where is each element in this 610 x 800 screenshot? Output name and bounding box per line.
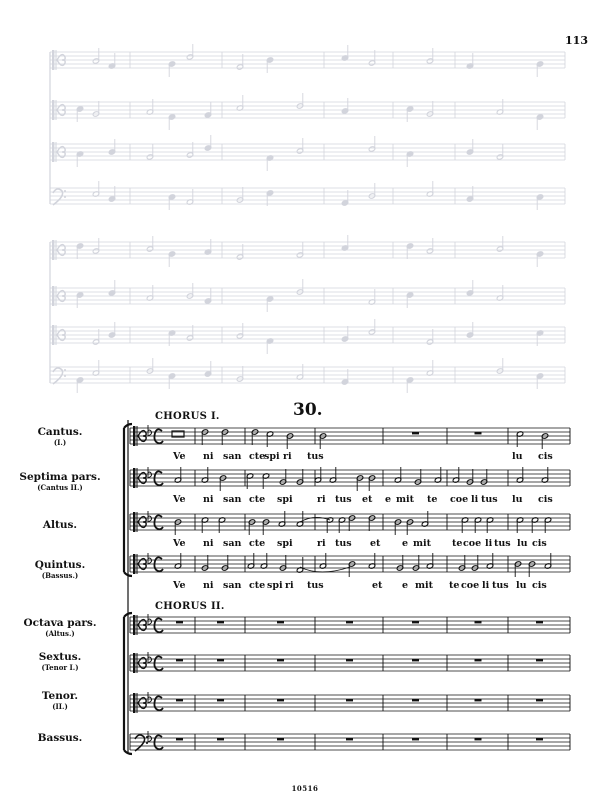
lyric-syllable: e bbox=[402, 580, 409, 591]
lyric-syllable: cte bbox=[249, 580, 266, 591]
lyric-syllable: coe bbox=[450, 494, 469, 505]
bass-clef-icon bbox=[64, 196, 66, 198]
whole-rest-icon bbox=[277, 659, 284, 661]
lyric-syllable: ri bbox=[317, 494, 326, 505]
whole-rest-icon bbox=[536, 699, 543, 701]
footer-plate-number: 10516 bbox=[291, 784, 319, 793]
instrument-name-bassus: Bassus. bbox=[37, 732, 83, 744]
lyric-syllable: tus bbox=[335, 538, 352, 549]
lyric-syllable: ri bbox=[317, 538, 326, 549]
flat-icon bbox=[148, 731, 152, 742]
instrument-name-octava: Octava pars. (Altus.) bbox=[23, 617, 97, 638]
instrument-name-quintus: Quintus. (Bassus.) bbox=[34, 559, 86, 580]
lyric-syllable: mit bbox=[396, 494, 415, 505]
lyric-syllable: san bbox=[223, 538, 242, 549]
lyric-syllable: tus bbox=[494, 538, 511, 549]
lyric-syllable: et bbox=[370, 538, 381, 549]
whole-rest-icon bbox=[475, 699, 482, 701]
lyric-syllable: li bbox=[471, 494, 479, 505]
lyric-syllable: cis bbox=[532, 538, 547, 549]
lyric-syllable: et bbox=[362, 494, 373, 505]
whole-rest-icon bbox=[176, 621, 183, 623]
lyric-syllable: san bbox=[223, 451, 242, 462]
c-clef-icon bbox=[137, 693, 138, 713]
flat-icon bbox=[148, 692, 152, 703]
lyric-syllable: cis bbox=[538, 451, 553, 462]
whole-rest-icon bbox=[412, 659, 419, 661]
whole-rest-icon bbox=[277, 738, 284, 740]
lyric-syllable: coe bbox=[461, 580, 480, 591]
c-clef-icon bbox=[56, 240, 57, 260]
lyric-syllable: lu bbox=[512, 494, 523, 505]
c-clef-icon bbox=[52, 286, 54, 306]
whole-rest-icon bbox=[176, 659, 183, 661]
c-clef-icon bbox=[52, 325, 54, 345]
lyric-syllable: ri bbox=[283, 451, 292, 462]
lyric-syllable: cte bbox=[249, 451, 266, 462]
instrument-name-altus: Altus. bbox=[42, 519, 78, 531]
lyric-syllable: mit bbox=[413, 538, 432, 549]
c-clef-icon bbox=[133, 653, 135, 673]
whole-rest-icon bbox=[536, 621, 543, 623]
whole-rest-icon bbox=[217, 659, 224, 661]
whole-rest-icon bbox=[536, 738, 543, 740]
lyric-syllable: spi bbox=[267, 580, 283, 591]
c-clef-icon bbox=[52, 100, 54, 120]
instrument-name-septima: Septima pars. (Cantus II.) bbox=[19, 471, 101, 492]
chorus-label-two: CHORUS II. bbox=[155, 601, 225, 612]
whole-rest-icon bbox=[412, 621, 419, 623]
lyric-syllable: ni bbox=[203, 580, 214, 591]
whole-rest-icon bbox=[346, 659, 353, 661]
c-clef-icon bbox=[52, 240, 54, 260]
lyric-syllable: ri bbox=[285, 580, 294, 591]
bass-clef-icon bbox=[64, 369, 66, 371]
c-clef-icon bbox=[137, 653, 138, 673]
c-clef-icon bbox=[137, 512, 138, 532]
flat-icon bbox=[148, 511, 152, 522]
lyric-syllable: cis bbox=[532, 580, 547, 591]
c-clef-icon bbox=[56, 325, 57, 345]
c-clef-icon bbox=[133, 615, 135, 635]
lyric-syllable: lu bbox=[517, 538, 528, 549]
chorus-label-one: CHORUS I. bbox=[155, 411, 220, 422]
lyric-syllable: lu bbox=[516, 580, 527, 591]
rehearsal-mark: 30. bbox=[293, 400, 323, 420]
c-clef-icon bbox=[133, 693, 135, 713]
lyric-syllable: san bbox=[223, 494, 242, 505]
whole-rest-icon bbox=[475, 432, 482, 434]
lyric-syllable: cis bbox=[538, 494, 553, 505]
whole-rest-icon bbox=[536, 659, 543, 661]
whole-rest-icon bbox=[176, 699, 183, 701]
whole-rest-icon bbox=[217, 699, 224, 701]
whole-rest-icon bbox=[475, 659, 482, 661]
c-clef-icon bbox=[137, 426, 138, 446]
lyric-syllable: Ve bbox=[173, 538, 186, 549]
whole-rest-icon bbox=[217, 621, 224, 623]
bass-clef-icon bbox=[135, 735, 145, 751]
lyric-syllable: li bbox=[482, 580, 490, 591]
lyric-syllable: ni bbox=[203, 538, 214, 549]
flat-icon bbox=[148, 614, 152, 625]
whole-rest-icon bbox=[346, 738, 353, 740]
flat-icon bbox=[148, 425, 152, 436]
lyric-syllable: tus bbox=[307, 580, 324, 591]
bass-clef-icon bbox=[64, 190, 66, 192]
faded-previous-system bbox=[50, 44, 565, 393]
c-clef-icon bbox=[133, 468, 135, 488]
lyric-syllable: spi bbox=[264, 451, 280, 462]
lyric-syllable: coe bbox=[463, 538, 482, 549]
lyric-syllable: te bbox=[427, 494, 438, 505]
lyric-syllable: e bbox=[402, 538, 409, 549]
lyric-syllable: tus bbox=[492, 580, 509, 591]
page-number: 113 bbox=[565, 34, 588, 47]
lyric-syllable: lu bbox=[512, 451, 523, 462]
lyric-syllable: spi bbox=[277, 538, 293, 549]
whole-rest-icon bbox=[412, 699, 419, 701]
bass-clef-icon bbox=[64, 375, 66, 377]
c-clef-icon bbox=[137, 615, 138, 635]
whole-rest-icon bbox=[412, 432, 419, 434]
flat-icon bbox=[148, 553, 152, 564]
lyric-syllable: tus bbox=[307, 451, 324, 462]
c-clef-icon bbox=[52, 50, 54, 70]
lyric-syllable: li bbox=[485, 538, 493, 549]
c-clef-icon bbox=[137, 554, 138, 574]
c-clef-icon bbox=[133, 512, 135, 532]
whole-rest-icon bbox=[412, 738, 419, 740]
c-clef-icon bbox=[56, 50, 57, 70]
c-clef-icon bbox=[133, 426, 135, 446]
whole-rest-icon bbox=[346, 699, 353, 701]
bass-clef-icon bbox=[53, 368, 63, 384]
lyric-syllable: cte bbox=[249, 494, 266, 505]
c-clef-icon bbox=[56, 100, 57, 120]
instrument-name-tenor: Tenor. (II.) bbox=[41, 690, 79, 711]
c-clef-icon bbox=[133, 554, 135, 574]
lyric-syllable: mit bbox=[415, 580, 434, 591]
flat-icon bbox=[148, 652, 152, 663]
whole-rest-icon bbox=[475, 621, 482, 623]
instrument-name-cantus: Cantus. (I.) bbox=[37, 426, 83, 447]
lyric-syllable: ni bbox=[203, 494, 214, 505]
lyric-syllable: san bbox=[223, 580, 242, 591]
c-clef-icon bbox=[52, 142, 54, 162]
lyric-syllable: spi bbox=[277, 494, 293, 505]
c-clef-icon bbox=[137, 468, 138, 488]
c-clef-icon bbox=[56, 142, 57, 162]
whole-rest-icon bbox=[217, 738, 224, 740]
lyric-syllable: tus bbox=[481, 494, 498, 505]
c-clef-icon bbox=[56, 286, 57, 306]
lyric-syllable: te bbox=[449, 580, 460, 591]
whole-rest-icon bbox=[176, 738, 183, 740]
lyric-syllable: ni bbox=[203, 451, 214, 462]
lyric-syllable: Ve bbox=[173, 451, 186, 462]
lyric-syllable: Ve bbox=[173, 494, 186, 505]
lyric-syllable: te bbox=[452, 538, 463, 549]
whole-rest-icon bbox=[475, 738, 482, 740]
lyric-syllable: tus bbox=[335, 494, 352, 505]
whole-rest-icon bbox=[277, 621, 284, 623]
lyric-syllable: et bbox=[372, 580, 383, 591]
instrument-name-sextus: Sextus. (Tenor I.) bbox=[38, 651, 82, 672]
flat-icon bbox=[148, 467, 152, 478]
whole-rest-icon bbox=[346, 621, 353, 623]
lyric-syllable: e bbox=[385, 494, 392, 505]
lyric-syllable: cte bbox=[249, 538, 266, 549]
whole-rest-icon bbox=[277, 699, 284, 701]
bass-clef-icon bbox=[53, 189, 63, 205]
lyric-syllable: Ve bbox=[173, 580, 186, 591]
